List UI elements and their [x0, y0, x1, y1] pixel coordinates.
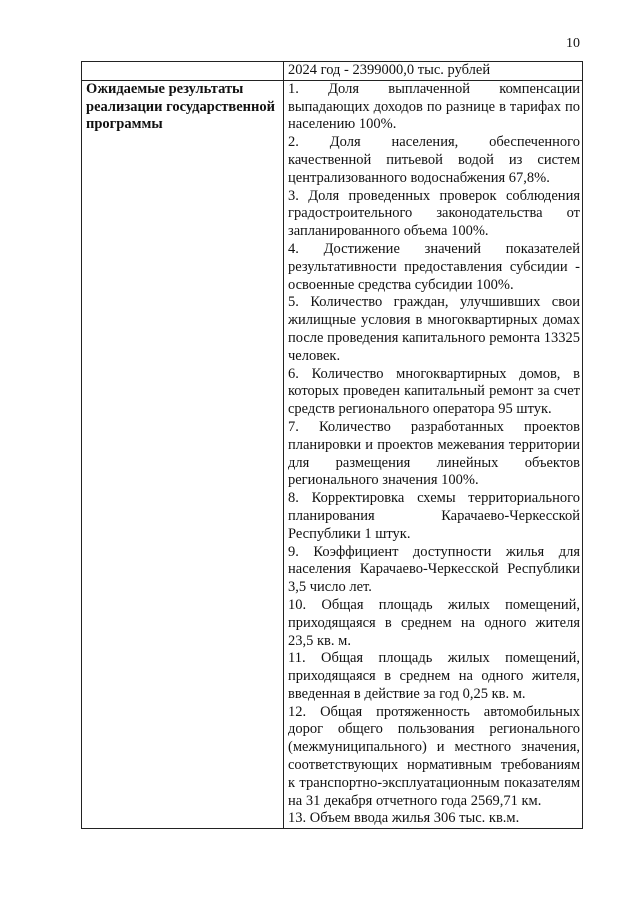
results-row [82, 80, 583, 828]
result-item: 2. Доля населения, обеспеченного качественной питьевой водой из систем централизованного водоснабжения 67,8%. [288, 134, 580, 186]
result-item: 3. Доля проведенных проверок соблюдения градостроительного законодательства от запланированного объема 100%. [288, 187, 580, 240]
results-cell [284, 80, 583, 828]
result-item: 5. Количество граждан, улучшивших свои жилищные условия в многоквартирных домах после проведения капитального ремонта 13325 человек. [288, 294, 580, 364]
result-item: 1. Доля выплаченной компенсации выпадающих доходов по разнице в тарифах по населению 100%. [288, 80, 580, 133]
result-item: 11. Общая площадь жилых помещений, приходящаяся в среднем на одного жителя, введенная в действие за год 0,25 кв. м. [288, 650, 580, 702]
result-item: 7. Количество разработанных проектов планировки и проектов межевания территории для размещения линейных объектов регионального значения 100%. [288, 418, 580, 489]
result-item: 10. Общая площадь жилых помещений, приходящаяся в среднем на одного жителя 23,5 кв. м. [288, 596, 580, 649]
result-item: 13. Объем ввода жилья 306 тыс. кв.м. [288, 810, 520, 827]
result-item: 12. Общая протяженность автомобильных дорог общего пользования регионального (межмуниципального) и местного значения, соответствующих нормативным требованиям к транспортно-эксплуатационным показателям на 31 декабря отчетного года 2569,71 км. [288, 703, 580, 809]
results-list [288, 81, 580, 828]
program-passport-table [81, 61, 583, 829]
result-item: 9. Коэффициент доступности жилья для населения Карачаево-Черкесской Республики 3,5 число лет. [288, 543, 580, 596]
funding-row [82, 62, 583, 81]
results-label: Ожидаемые результаты реализации государственной программы [82, 80, 284, 828]
funding-row-value: 2024 год - 2399000,0 тыс. рублей [284, 62, 583, 81]
result-item: 6. Количество многоквартирных домов, в которых проведен капитальный ремонт за счет средств регионального оператора 95 штук. [288, 365, 580, 418]
page-number: 10 [566, 36, 580, 51]
funding-row-left-cell [82, 62, 284, 81]
result-item: 8. Корректировка схемы территориального планирования Карачаево-Черкесской Республики 1 штук. [288, 490, 580, 542]
result-item: 4. Достижение значений показателей результативности предоставления субсидии - освоенные средства субсидии 100%. [288, 240, 580, 293]
